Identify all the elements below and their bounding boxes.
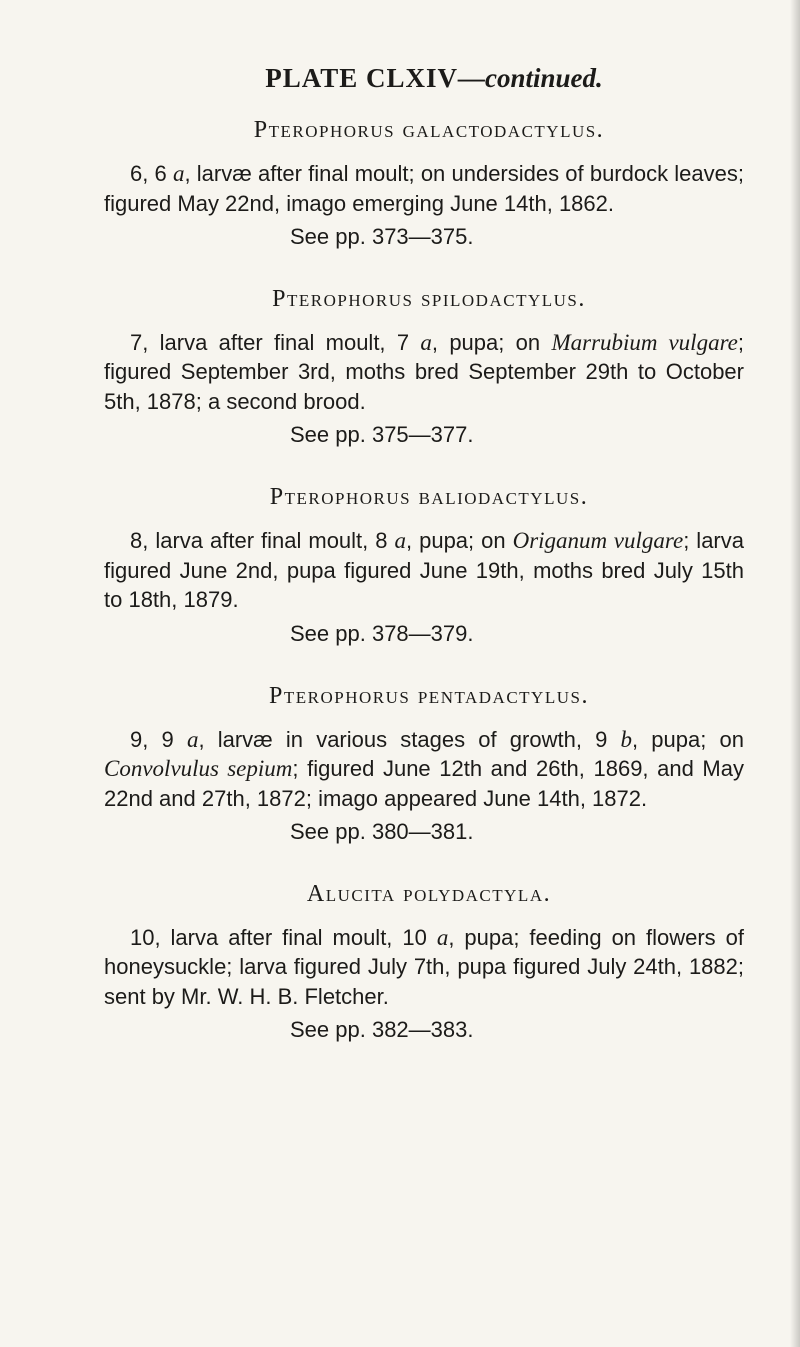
italic-term: b — [620, 726, 633, 752]
italic-term: a — [420, 329, 432, 355]
italic-term: Convolvulus sepium — [104, 756, 293, 782]
document-page — [104, 62, 744, 1078]
species-heading: Pterophorus pentadactylus. — [269, 682, 589, 709]
description-text: , pupa; feeding on flowers of honeysuckle; larva figured July 7th, pupa figured July 24th, 1882; sent by Mr. W. H. B. Fletcher. — [104, 924, 744, 1009]
page-reference: See pp. 375—377. — [290, 422, 474, 448]
page-reference: See pp. 380—381. — [290, 819, 474, 845]
page-reference: See pp. 373—375. — [290, 224, 474, 250]
plate-entry — [104, 483, 744, 647]
italic-term: a — [172, 161, 185, 187]
description-text: ; larva figured June 2nd, pupa figured June 19th, moths bred July 15th to 18th, 1879. — [104, 528, 744, 613]
plate-entry — [104, 682, 744, 846]
entry-description — [104, 328, 744, 417]
description-text: , larvæ in various stages of growth, 9 — [198, 726, 621, 752]
plate-title — [104, 62, 744, 94]
description-text: 6, 6 — [130, 161, 173, 187]
entry-description — [104, 159, 744, 218]
description-text: ; figured June 12th and 26th, 1869, and May 22nd and 27th, 1872; imago appeared June 14th, 1872. — [104, 756, 744, 811]
entry-description — [104, 923, 744, 1012]
continued-label: —continued. — [458, 63, 603, 93]
species-heading: Pterophorus spilodactylus. — [272, 286, 586, 313]
italic-term: Marrubium vulgare — [551, 329, 738, 355]
description-text: , larvæ after final moult; on undersides of burdock leaves; figured May 22nd, imago emerging June 14th, 1862. — [104, 161, 744, 216]
plate-number: PLATE CLXIV — [265, 63, 458, 93]
description-text: 7, larva after final moult, 7 — [130, 329, 421, 355]
description-text: 8, larva after final moult, 8 — [130, 528, 395, 554]
entries-list — [104, 116, 744, 1044]
description-text: 10, larva after final moult, 10 — [130, 924, 437, 950]
page-edge-shadow — [790, 0, 800, 1347]
italic-term: Origanum vulgare — [512, 528, 684, 554]
italic-term: a — [436, 924, 449, 950]
description-text: , pupa; on — [431, 329, 552, 355]
entry-description — [104, 526, 744, 615]
italic-term: a — [394, 528, 406, 554]
page-reference: See pp. 382—383. — [290, 1017, 474, 1043]
description-text: ; figured September 3rd, moths bred September 29th to October 5th, 1878; a second brood. — [104, 329, 745, 414]
plate-entry — [104, 285, 744, 449]
description-text: , pupa; on — [632, 726, 744, 752]
description-text: , pupa; on — [406, 528, 513, 554]
species-heading: Pterophorus baliodactylus. — [269, 484, 589, 511]
species-heading: Pterophorus galactodactylus. — [253, 117, 605, 144]
description-text: 9, 9 — [130, 726, 187, 752]
plate-entry — [104, 116, 744, 251]
italic-term: a — [186, 726, 199, 752]
species-heading: Alucita polydactyla. — [306, 881, 552, 908]
entry-description — [104, 725, 744, 814]
plate-entry — [104, 880, 744, 1044]
page-reference: See pp. 378—379. — [290, 620, 474, 646]
